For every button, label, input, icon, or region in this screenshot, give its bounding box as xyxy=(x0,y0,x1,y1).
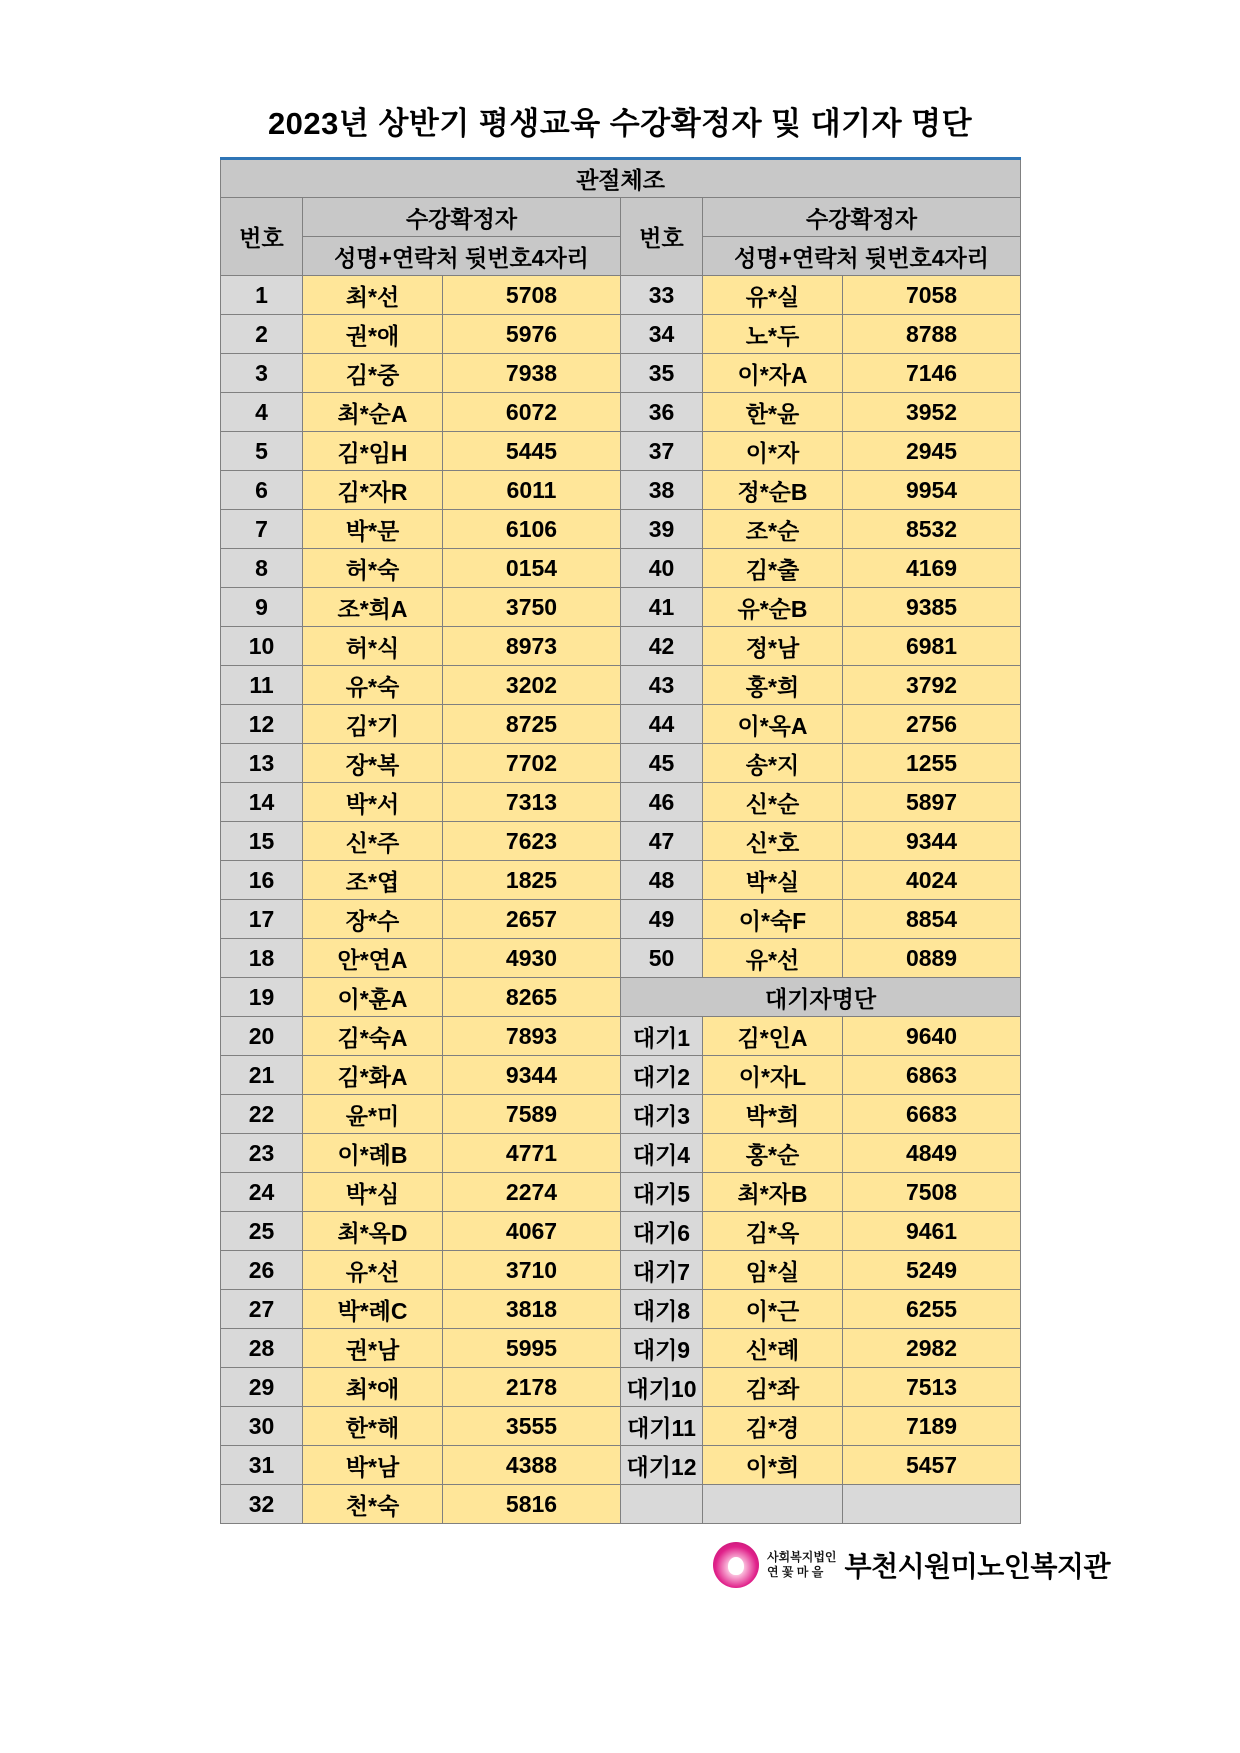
waitlist-phone: 5457 xyxy=(843,1446,1021,1485)
row-name-right: 박*실 xyxy=(703,861,843,900)
row-name-left: 유*숙 xyxy=(303,666,443,705)
empty-cell-right xyxy=(621,1485,703,1524)
row-number-left: 18 xyxy=(221,939,303,978)
row-phone-right: 9344 xyxy=(843,822,1021,861)
row-number-right: 38 xyxy=(621,471,703,510)
row-phone-left: 7589 xyxy=(443,1095,621,1134)
row-name-right: 이*숙F xyxy=(703,900,843,939)
row-phone-left: 7623 xyxy=(443,822,621,861)
row-phone-right: 6981 xyxy=(843,627,1021,666)
waitlist-number: 대기12 xyxy=(621,1446,703,1485)
row-name-left: 천*숙 xyxy=(303,1485,443,1524)
waitlist-phone: 7508 xyxy=(843,1173,1021,1212)
row-phone-left: 2657 xyxy=(443,900,621,939)
waitlist-phone: 6255 xyxy=(843,1290,1021,1329)
table-row xyxy=(221,588,1021,627)
row-number-left: 3 xyxy=(221,354,303,393)
row-name-right: 유*실 xyxy=(703,276,843,315)
row-phone-left: 5816 xyxy=(443,1485,621,1524)
table-row xyxy=(221,1017,1021,1056)
header-row-top xyxy=(221,198,1021,237)
row-phone-left: 4930 xyxy=(443,939,621,978)
waitlist-number: 대기8 xyxy=(621,1290,703,1329)
row-number-left: 13 xyxy=(221,744,303,783)
row-number-left: 25 xyxy=(221,1212,303,1251)
row-name-left: 권*애 xyxy=(303,315,443,354)
row-number-left: 5 xyxy=(221,432,303,471)
table-row xyxy=(221,1173,1021,1212)
program-title: 관절체조 xyxy=(221,159,1021,198)
table-row xyxy=(221,354,1021,393)
row-phone-left: 3750 xyxy=(443,588,621,627)
row-phone-left: 5708 xyxy=(443,276,621,315)
row-name-left: 조*희A xyxy=(303,588,443,627)
row-number-left: 20 xyxy=(221,1017,303,1056)
row-phone-left: 3555 xyxy=(443,1407,621,1446)
table-row xyxy=(221,471,1021,510)
waitlist-number: 대기5 xyxy=(621,1173,703,1212)
row-name-right: 홍*희 xyxy=(703,666,843,705)
header-num-right: 번호 xyxy=(621,198,703,276)
row-number-left: 14 xyxy=(221,783,303,822)
row-name-right: 한*윤 xyxy=(703,393,843,432)
table-row xyxy=(221,1056,1021,1095)
org-small-line2: 연 꽃 마 을 xyxy=(766,1565,824,1579)
row-name-left: 김*화A xyxy=(303,1056,443,1095)
row-phone-right: 9954 xyxy=(843,471,1021,510)
row-phone-right: 2756 xyxy=(843,705,1021,744)
table-row xyxy=(221,393,1021,432)
page-title: 2023년 상반기 평생교육 수강확정자 및 대기자 명단 xyxy=(267,106,973,141)
row-name-left: 윤*미 xyxy=(303,1095,443,1134)
header-num-left: 번호 xyxy=(221,198,303,276)
row-name-right: 이*자A xyxy=(703,354,843,393)
row-name-left: 김*자R xyxy=(303,471,443,510)
row-number-right: 48 xyxy=(621,861,703,900)
row-number-right: 37 xyxy=(621,432,703,471)
waitlist-name: 이*근 xyxy=(703,1290,843,1329)
row-number-left: 8 xyxy=(221,549,303,588)
table-row xyxy=(221,1251,1021,1290)
row-name-left: 장*수 xyxy=(303,900,443,939)
row-number-left: 12 xyxy=(221,705,303,744)
waitlist-name: 김*경 xyxy=(703,1407,843,1446)
waitlist-phone: 6683 xyxy=(843,1095,1021,1134)
row-phone-right: 7058 xyxy=(843,276,1021,315)
waitlist-number: 대기2 xyxy=(621,1056,703,1095)
row-number-right: 46 xyxy=(621,783,703,822)
row-phone-left: 5445 xyxy=(443,432,621,471)
row-name-right: 유*선 xyxy=(703,939,843,978)
row-number-right: 44 xyxy=(621,705,703,744)
row-phone-left: 7893 xyxy=(443,1017,621,1056)
row-number-left: 19 xyxy=(221,978,303,1017)
row-name-left: 박*문 xyxy=(303,510,443,549)
row-number-right: 33 xyxy=(621,276,703,315)
roster-table xyxy=(220,157,1021,1524)
row-phone-left: 4067 xyxy=(443,1212,621,1251)
roster-table-wrapper xyxy=(220,157,1020,1524)
waitlist-number: 대기3 xyxy=(621,1095,703,1134)
row-phone-right: 3792 xyxy=(843,666,1021,705)
table-row xyxy=(221,276,1021,315)
row-name-left: 최*애 xyxy=(303,1368,443,1407)
header-sub-right: 성명+연락처 뒷번호4자리 xyxy=(703,237,1021,276)
waitlist-title: 대기자명단 xyxy=(621,978,1021,1017)
row-name-right: 신*호 xyxy=(703,822,843,861)
waitlist-number: 대기11 xyxy=(621,1407,703,1446)
row-name-left: 김*숙A xyxy=(303,1017,443,1056)
row-name-right: 조*순 xyxy=(703,510,843,549)
row-number-right: 41 xyxy=(621,588,703,627)
row-number-left: 15 xyxy=(221,822,303,861)
row-name-right: 이*옥A xyxy=(703,705,843,744)
row-phone-left: 0154 xyxy=(443,549,621,588)
row-phone-left: 3818 xyxy=(443,1290,621,1329)
waitlist-name: 임*실 xyxy=(703,1251,843,1290)
waitlist-number: 대기7 xyxy=(621,1251,703,1290)
waitlist-phone: 4849 xyxy=(843,1134,1021,1173)
waitlist-name: 김*인A xyxy=(703,1017,843,1056)
row-number-left: 22 xyxy=(221,1095,303,1134)
row-phone-right: 8788 xyxy=(843,315,1021,354)
waitlist-number: 대기4 xyxy=(621,1134,703,1173)
table-row xyxy=(221,939,1021,978)
table-row xyxy=(221,1290,1021,1329)
row-name-left: 권*남 xyxy=(303,1329,443,1368)
row-phone-left: 2178 xyxy=(443,1368,621,1407)
row-name-left: 허*숙 xyxy=(303,549,443,588)
row-phone-left: 5976 xyxy=(443,315,621,354)
row-phone-left: 8265 xyxy=(443,978,621,1017)
row-name-left: 최*순A xyxy=(303,393,443,432)
row-name-left: 박*심 xyxy=(303,1173,443,1212)
row-name-left: 김*기 xyxy=(303,705,443,744)
waitlist-name: 최*자B xyxy=(703,1173,843,1212)
row-name-left: 한*해 xyxy=(303,1407,443,1446)
row-number-left: 21 xyxy=(221,1056,303,1095)
row-phone-right: 3952 xyxy=(843,393,1021,432)
row-number-left: 9 xyxy=(221,588,303,627)
row-phone-right: 2945 xyxy=(843,432,1021,471)
row-name-left: 김*중 xyxy=(303,354,443,393)
waitlist-name: 김*좌 xyxy=(703,1368,843,1407)
row-name-left: 박*례C xyxy=(303,1290,443,1329)
row-name-left: 박*서 xyxy=(303,783,443,822)
table-row xyxy=(221,978,1021,1017)
row-phone-right: 0889 xyxy=(843,939,1021,978)
row-number-left: 24 xyxy=(221,1173,303,1212)
row-name-left: 신*주 xyxy=(303,822,443,861)
row-phone-left: 4388 xyxy=(443,1446,621,1485)
row-number-left: 26 xyxy=(221,1251,303,1290)
program-title-row xyxy=(221,159,1021,198)
row-name-left: 최*옥D xyxy=(303,1212,443,1251)
row-name-right: 김*출 xyxy=(703,549,843,588)
row-name-left: 장*복 xyxy=(303,744,443,783)
row-phone-left: 3710 xyxy=(443,1251,621,1290)
row-phone-right: 9385 xyxy=(843,588,1021,627)
waitlist-name: 이*희 xyxy=(703,1446,843,1485)
row-number-left: 6 xyxy=(221,471,303,510)
org-small-line1: 사회복지법인 xyxy=(766,1550,837,1564)
table-row xyxy=(221,1446,1021,1485)
row-phone-left: 8973 xyxy=(443,627,621,666)
row-phone-left: 9344 xyxy=(443,1056,621,1095)
table-row xyxy=(221,861,1021,900)
row-number-left: 30 xyxy=(221,1407,303,1446)
waitlist-name: 김*옥 xyxy=(703,1212,843,1251)
row-name-left: 유*선 xyxy=(303,1251,443,1290)
empty-cell-right xyxy=(843,1485,1021,1524)
waitlist-number: 대기6 xyxy=(621,1212,703,1251)
row-name-left: 안*연A xyxy=(303,939,443,978)
row-phone-right: 8854 xyxy=(843,900,1021,939)
table-row xyxy=(221,1329,1021,1368)
table-row xyxy=(221,315,1021,354)
table-row xyxy=(221,1485,1021,1524)
waitlist-number: 대기1 xyxy=(621,1017,703,1056)
table-row xyxy=(221,1368,1021,1407)
waitlist-phone: 9640 xyxy=(843,1017,1021,1056)
row-name-left: 이*례B xyxy=(303,1134,443,1173)
row-number-left: 4 xyxy=(221,393,303,432)
row-name-right: 정*남 xyxy=(703,627,843,666)
row-phone-left: 8725 xyxy=(443,705,621,744)
table-row xyxy=(221,666,1021,705)
row-name-left: 이*훈A xyxy=(303,978,443,1017)
table-row xyxy=(221,705,1021,744)
row-phone-left: 2274 xyxy=(443,1173,621,1212)
table-row xyxy=(221,510,1021,549)
table-row xyxy=(221,822,1021,861)
header-sub-left: 성명+연락처 뒷번호4자리 xyxy=(303,237,621,276)
row-number-right: 42 xyxy=(621,627,703,666)
row-name-right: 신*순 xyxy=(703,783,843,822)
row-number-left: 28 xyxy=(221,1329,303,1368)
org-small-text xyxy=(767,1550,837,1580)
row-number-left: 1 xyxy=(221,276,303,315)
row-phone-left: 6072 xyxy=(443,393,621,432)
header-confirmed-left: 수강확정자 xyxy=(303,198,621,237)
row-phone-right: 4024 xyxy=(843,861,1021,900)
row-phone-right: 5897 xyxy=(843,783,1021,822)
waitlist-number: 대기9 xyxy=(621,1329,703,1368)
waitlist-name: 홍*순 xyxy=(703,1134,843,1173)
row-phone-left: 1825 xyxy=(443,861,621,900)
header-confirmed-right: 수강확정자 xyxy=(703,198,1021,237)
footer-logo xyxy=(0,1542,1240,1588)
row-name-left: 허*식 xyxy=(303,627,443,666)
row-phone-left: 4771 xyxy=(443,1134,621,1173)
row-number-left: 27 xyxy=(221,1290,303,1329)
row-number-right: 49 xyxy=(621,900,703,939)
lotus-logo-icon xyxy=(713,1542,759,1588)
row-phone-left: 7938 xyxy=(443,354,621,393)
waitlist-name: 박*희 xyxy=(703,1095,843,1134)
row-number-left: 31 xyxy=(221,1446,303,1485)
row-number-right: 36 xyxy=(621,393,703,432)
row-name-right: 이*자 xyxy=(703,432,843,471)
waitlist-phone: 2982 xyxy=(843,1329,1021,1368)
waitlist-phone: 7513 xyxy=(843,1368,1021,1407)
row-phone-left: 3202 xyxy=(443,666,621,705)
waitlist-name: 신*례 xyxy=(703,1329,843,1368)
row-name-left: 최*선 xyxy=(303,276,443,315)
table-row xyxy=(221,549,1021,588)
empty-cell-right xyxy=(703,1485,843,1524)
table-row xyxy=(221,432,1021,471)
row-number-right: 40 xyxy=(621,549,703,588)
row-number-left: 7 xyxy=(221,510,303,549)
row-number-left: 2 xyxy=(221,315,303,354)
row-number-left: 32 xyxy=(221,1485,303,1524)
table-row xyxy=(221,1407,1021,1446)
row-phone-right: 4169 xyxy=(843,549,1021,588)
table-row xyxy=(221,1095,1021,1134)
table-row xyxy=(221,1134,1021,1173)
waitlist-number: 대기10 xyxy=(621,1368,703,1407)
row-phone-left: 5995 xyxy=(443,1329,621,1368)
waitlist-phone: 7189 xyxy=(843,1407,1021,1446)
waitlist-name: 이*자L xyxy=(703,1056,843,1095)
row-phone-left: 6011 xyxy=(443,471,621,510)
row-number-left: 16 xyxy=(221,861,303,900)
row-number-left: 29 xyxy=(221,1368,303,1407)
row-number-right: 35 xyxy=(621,354,703,393)
table-row xyxy=(221,900,1021,939)
row-number-right: 43 xyxy=(621,666,703,705)
row-phone-right: 7146 xyxy=(843,354,1021,393)
row-number-right: 45 xyxy=(621,744,703,783)
row-phone-left: 7702 xyxy=(443,744,621,783)
row-number-left: 17 xyxy=(221,900,303,939)
row-number-left: 23 xyxy=(221,1134,303,1173)
table-row xyxy=(221,627,1021,666)
row-number-left: 11 xyxy=(221,666,303,705)
row-name-left: 김*임H xyxy=(303,432,443,471)
waitlist-phone: 5249 xyxy=(843,1251,1021,1290)
table-row xyxy=(221,1212,1021,1251)
waitlist-phone: 9461 xyxy=(843,1212,1021,1251)
row-name-right: 정*순B xyxy=(703,471,843,510)
org-name: 부천시원미노인복지관 xyxy=(844,1551,1110,1582)
row-name-left: 조*엽 xyxy=(303,861,443,900)
row-number-right: 34 xyxy=(621,315,703,354)
row-name-right: 유*순B xyxy=(703,588,843,627)
waitlist-phone: 6863 xyxy=(843,1056,1021,1095)
row-phone-right: 1255 xyxy=(843,744,1021,783)
row-name-right: 노*두 xyxy=(703,315,843,354)
row-name-left: 박*남 xyxy=(303,1446,443,1485)
row-number-right: 47 xyxy=(621,822,703,861)
table-row xyxy=(221,783,1021,822)
table-row xyxy=(221,744,1021,783)
row-number-left: 10 xyxy=(221,627,303,666)
row-phone-left: 6106 xyxy=(443,510,621,549)
row-name-right: 송*지 xyxy=(703,744,843,783)
row-number-right: 50 xyxy=(621,939,703,978)
row-phone-right: 8532 xyxy=(843,510,1021,549)
row-phone-left: 7313 xyxy=(443,783,621,822)
row-number-right: 39 xyxy=(621,510,703,549)
